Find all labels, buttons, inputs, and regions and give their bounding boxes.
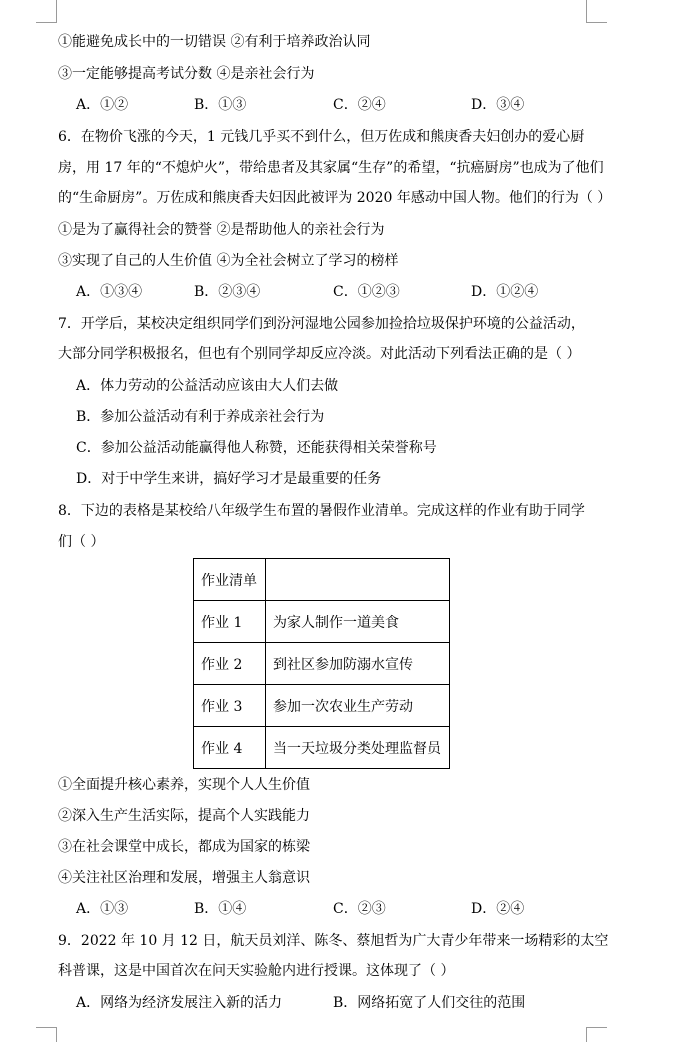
table-cell: 作业 2 [194,643,266,685]
q6-option-d[interactable]: D．①②④ [471,284,539,300]
q8-option-a[interactable]: A．①③ [76,901,129,917]
q6-stem-line-1: 6．在物价飞涨的今天，1 元钱几乎买不到什么，但万佐成和熊庚香夫妇创办的爱心厨 [58,129,585,145]
q7-option-b[interactable]: B．参加公益活动有利于养成亲社会行为 [76,409,325,425]
q6-option-a[interactable]: A．①③④ [76,284,143,300]
q8-stem-line-1: 8．下边的表格是某校给八年级学生布置的暑假作业清单。完成这样的作业有助于同学 [58,503,585,519]
q6-stem-line-3: 的“生命厨房”。万佐成和熊庚香夫妇因此被评为 2020 年感动中国人物。他们的行为（ ） [58,190,612,206]
homework-list-table [193,558,450,769]
table-row [194,727,450,769]
q8-statement-1: ①全面提升核心素养，实现个人人生价值 [58,777,310,793]
q8-option-d[interactable]: D．②④ [471,901,525,917]
q7-stem-line-1: 7．开学后，某校决定组织同学们到汾河湿地公园参加捡拾垃圾保护环境的公益活动， [58,316,585,332]
table-row [194,643,450,685]
table-cell: 作业 1 [194,601,266,643]
table-cell: 参加一次农业生产劳动 [266,685,450,727]
table-cell: 当一天垃圾分类处理监督员 [266,727,450,769]
table-row [194,685,450,727]
q8-statement-2: ②深入生产生活实际，提高个人实践能力 [58,808,310,824]
q6-statement-line-2: ③实现了自己的人生价值 ④为全社会树立了学习的榜样 [58,253,399,269]
table-cell: 作业 4 [194,727,266,769]
q5-option-b[interactable]: B．①③ [194,97,247,113]
q8-option-c[interactable]: C．②③ [333,901,386,917]
q8-statement-3: ③在社会课堂中成长，都成为国家的栋梁 [58,839,310,855]
q6-statement-line-1: ①是为了赢得社会的赞誉 ②是帮助他人的亲社会行为 [58,222,385,238]
crop-mark-bottom-right [586,1027,607,1042]
table-cell: 到社区参加防溺水宣传 [266,643,450,685]
q8-option-b[interactable]: B．①④ [194,901,247,917]
crop-mark-top-right [586,0,607,23]
table-cell: 为家人制作一道美食 [266,601,450,643]
q9-option-a[interactable]: A．网络为经济发展注入新的活力 [76,995,283,1011]
crop-mark-bottom-left [36,1027,57,1042]
q6-option-c[interactable]: C．①②③ [333,284,400,300]
q7-option-d[interactable]: D．对于中学生来讲，搞好学习才是最重要的任务 [76,471,382,487]
table-cell: 作业 3 [194,685,266,727]
q9-stem-line-2: 科普课，这是中国首次在问天实验舱内进行授课。这体现了（ ） [58,963,455,979]
table-row [194,601,450,643]
table-cell: 作业清单 [194,559,266,601]
table-cell [266,559,450,601]
q5-option-d[interactable]: D．③④ [471,97,525,113]
table-row [194,559,450,601]
q7-option-a[interactable]: A．体力劳动的公益活动应该由大人们去做 [76,378,339,394]
q8-stem-line-2: 们（ ） [58,534,105,550]
q6-option-b[interactable]: B．②③④ [194,284,261,300]
q7-stem-line-2: 大部分同学积极报名，但也有个别同学却反应冷淡。对此活动下列看法正确的是（ ） [58,346,581,362]
q5-option-c[interactable]: C．②④ [333,97,386,113]
q5-statement-line-1: ①能避免成长中的一切错误 ②有利于培养政治认同 [58,34,371,50]
q8-statement-4: ④关注社区治理和发展，增强主人翁意识 [58,870,310,886]
q9-stem-line-1: 9．2022 年 10 月 12 日，航天员刘洋、陈冬、蔡旭哲为广大青少年带来一场精彩的太空 [58,933,609,949]
q9-option-b[interactable]: B．网络拓宽了人们交往的范围 [333,995,526,1011]
q7-option-c[interactable]: C．参加公益活动能赢得他人称赞，还能获得相关荣誉称号 [76,440,437,456]
crop-mark-top-left [36,0,57,23]
q5-statement-line-2: ③一定能够提高考试分数 ④是亲社会行为 [58,66,315,82]
q6-stem-line-2: 房，用 17 年的“不熄炉火”，带给患者及其家属“生存”的希望，“抗癌厨房”也成为了他们 [58,160,604,176]
q5-option-a[interactable]: A．①② [76,97,129,113]
